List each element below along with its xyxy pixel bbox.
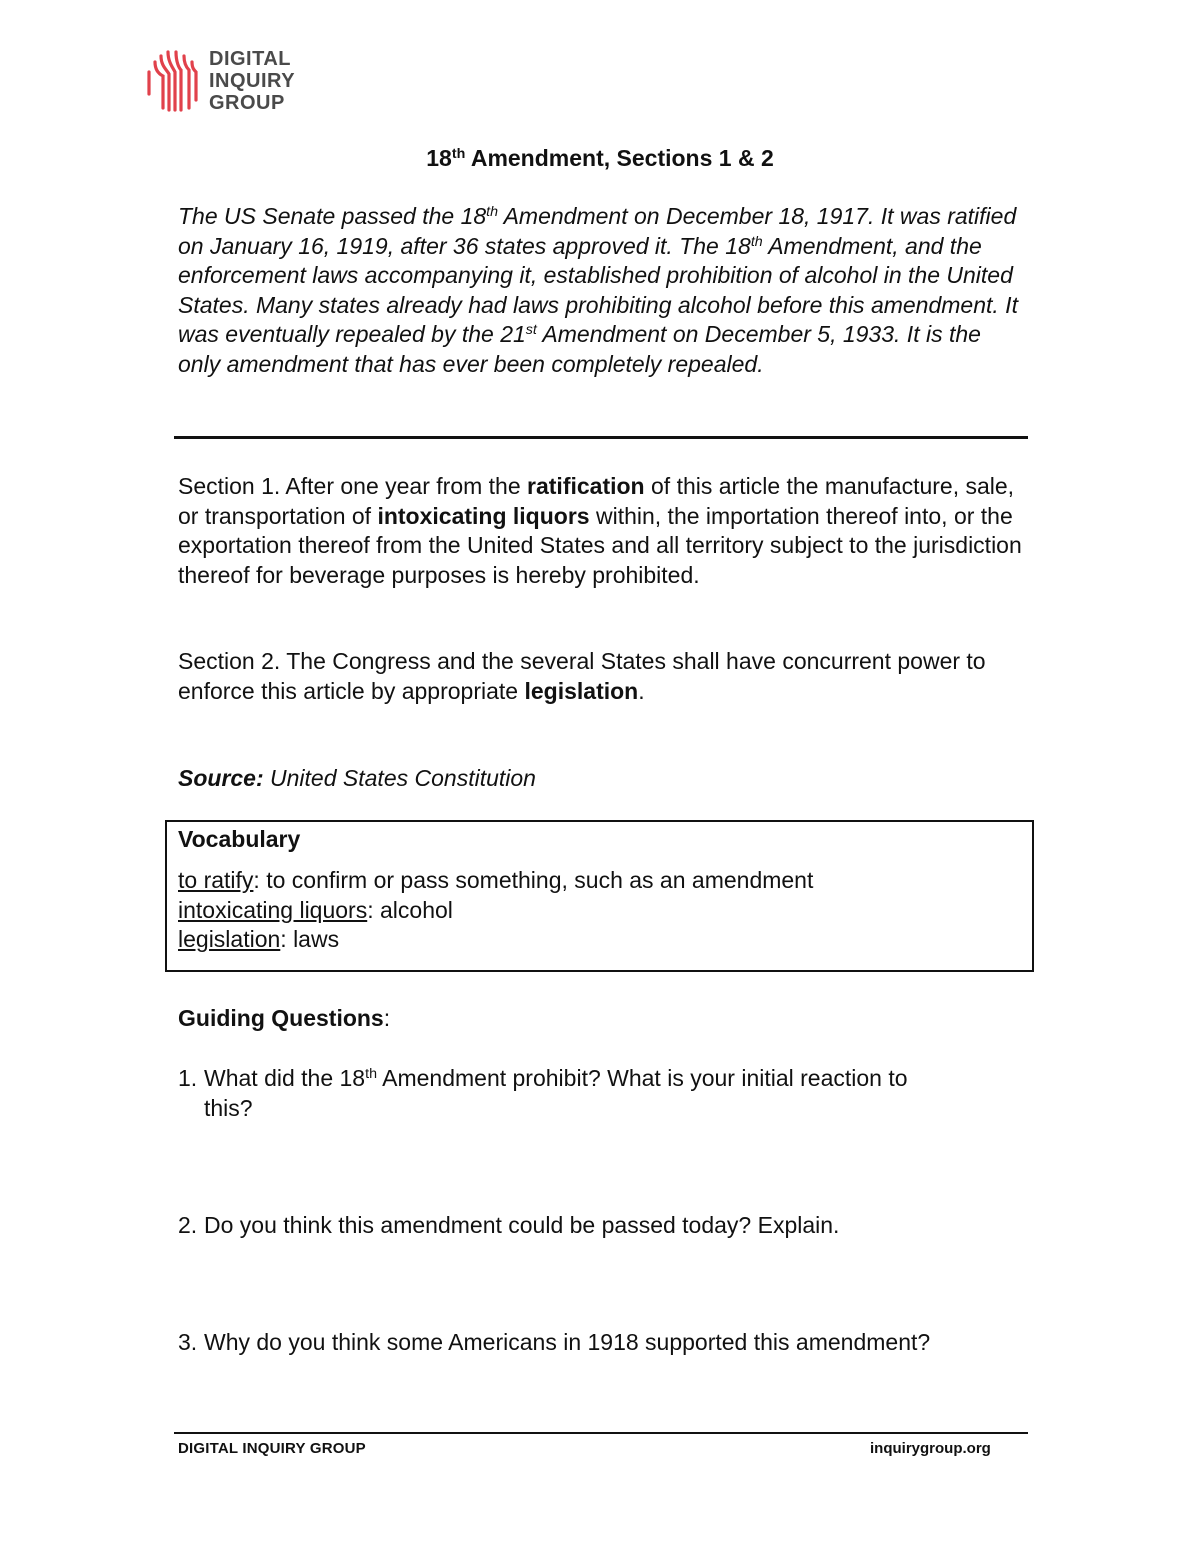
question-sup: th xyxy=(365,1066,377,1083)
logo-line-1: DIGITAL xyxy=(209,48,292,70)
question-number: 3. xyxy=(178,1329,198,1355)
intro-sup: st xyxy=(525,322,537,339)
source-text: United States Constitution xyxy=(263,765,536,791)
footer-org-name: DIGITAL INQUIRY GROUP xyxy=(178,1440,366,1457)
title-number: 18 xyxy=(426,145,452,171)
vocabulary-definition: : to confirm or pass something, such as an amendment xyxy=(253,867,814,893)
section-1-part: of this article the manufacture, sale, or transportation of xyxy=(178,473,1015,529)
logo-line-2: INQUIRY xyxy=(209,70,296,92)
intro-paragraph xyxy=(178,202,1028,379)
dig-logo-icon xyxy=(146,48,202,112)
question-2 xyxy=(178,1211,1008,1241)
guiding-questions-title xyxy=(178,1004,390,1033)
section-2-text xyxy=(178,647,1028,706)
vocabulary-definition: : alcohol xyxy=(367,896,453,923)
question-text: Why do you think some Americans in 1918 supported this amendment? xyxy=(204,1329,931,1355)
source-line xyxy=(178,764,536,793)
keyword-ratification: ratification xyxy=(527,473,645,499)
logo-line-3: GROUP xyxy=(209,92,285,114)
vocabulary-term: to ratify xyxy=(178,867,254,893)
vocabulary-term: intoxicating liquors xyxy=(178,896,368,923)
page-title xyxy=(0,144,1200,172)
section-1-text xyxy=(178,472,1028,590)
question-text: Do you think this amendment could be passed today? Explain. xyxy=(204,1212,840,1238)
question-text: What did the 18 xyxy=(204,1065,366,1091)
vocabulary-term: legislation xyxy=(178,926,281,952)
intro-part: The US Senate passed the 18 xyxy=(178,203,487,229)
section-1-part: Section 1. After one year from the xyxy=(178,473,528,499)
logo-wordmark xyxy=(209,48,295,114)
footer-divider xyxy=(174,1432,1028,1434)
vocabulary-list xyxy=(178,866,813,955)
intro-part: Amendment, and the enforcement laws accompanying it, established prohibition of alcohol in the United States. Many states already had laws prohibiting alcohol before this amendment. It was eventually repealed by the 21 xyxy=(178,232,1018,347)
question-text-continued: this? xyxy=(204,1094,253,1121)
question-number: 2. xyxy=(178,1212,198,1238)
logo xyxy=(146,48,346,114)
question-number: 1. xyxy=(178,1065,198,1091)
question-1-line xyxy=(178,1064,1008,1094)
guiding-title-text: Guiding Questions xyxy=(178,1005,384,1031)
vocabulary-item xyxy=(178,896,813,926)
question-3 xyxy=(178,1328,1008,1358)
vocabulary-title: Vocabulary xyxy=(178,826,301,852)
guiding-title-colon: : xyxy=(383,1005,391,1031)
divider xyxy=(174,436,1028,439)
vocabulary-item xyxy=(178,866,813,896)
intro-part: Amendment on December 18, 1917. It was ratified on January 16, 1919, after 36 states approved it. The 18 xyxy=(178,203,1017,259)
intro-part: Amendment on December 5, 1933. It is the only amendment that has ever been completely repealed. xyxy=(178,321,981,377)
question-1 xyxy=(178,1064,1008,1123)
vocabulary-definition: : laws xyxy=(280,926,340,952)
intro-sup: th xyxy=(486,204,499,221)
section-2-part: Section 2. The Congress and the several States shall have concurrent power to enforce this article by appropriate xyxy=(178,648,986,704)
section-1-part: within, the importation thereof into, or the exportation thereof from the United States and all territory subject to the jurisdiction thereof for beverage purposes is hereby prohibited. xyxy=(178,502,1022,588)
section-2-part: . xyxy=(638,677,645,704)
question-text: Amendment prohibit? What is your initial reaction to xyxy=(377,1065,908,1091)
keyword-legislation: legislation xyxy=(524,677,639,704)
title-text: Amendment, Sections 1 & 2 xyxy=(465,145,774,171)
keyword-intoxicating-liquors: intoxicating liquors xyxy=(377,502,590,529)
title-superscript: th xyxy=(451,146,466,163)
vocabulary-item xyxy=(178,925,813,955)
source-label: Source: xyxy=(178,765,264,791)
intro-sup: th xyxy=(750,233,763,250)
footer-url: inquirygroup.org xyxy=(870,1440,991,1457)
